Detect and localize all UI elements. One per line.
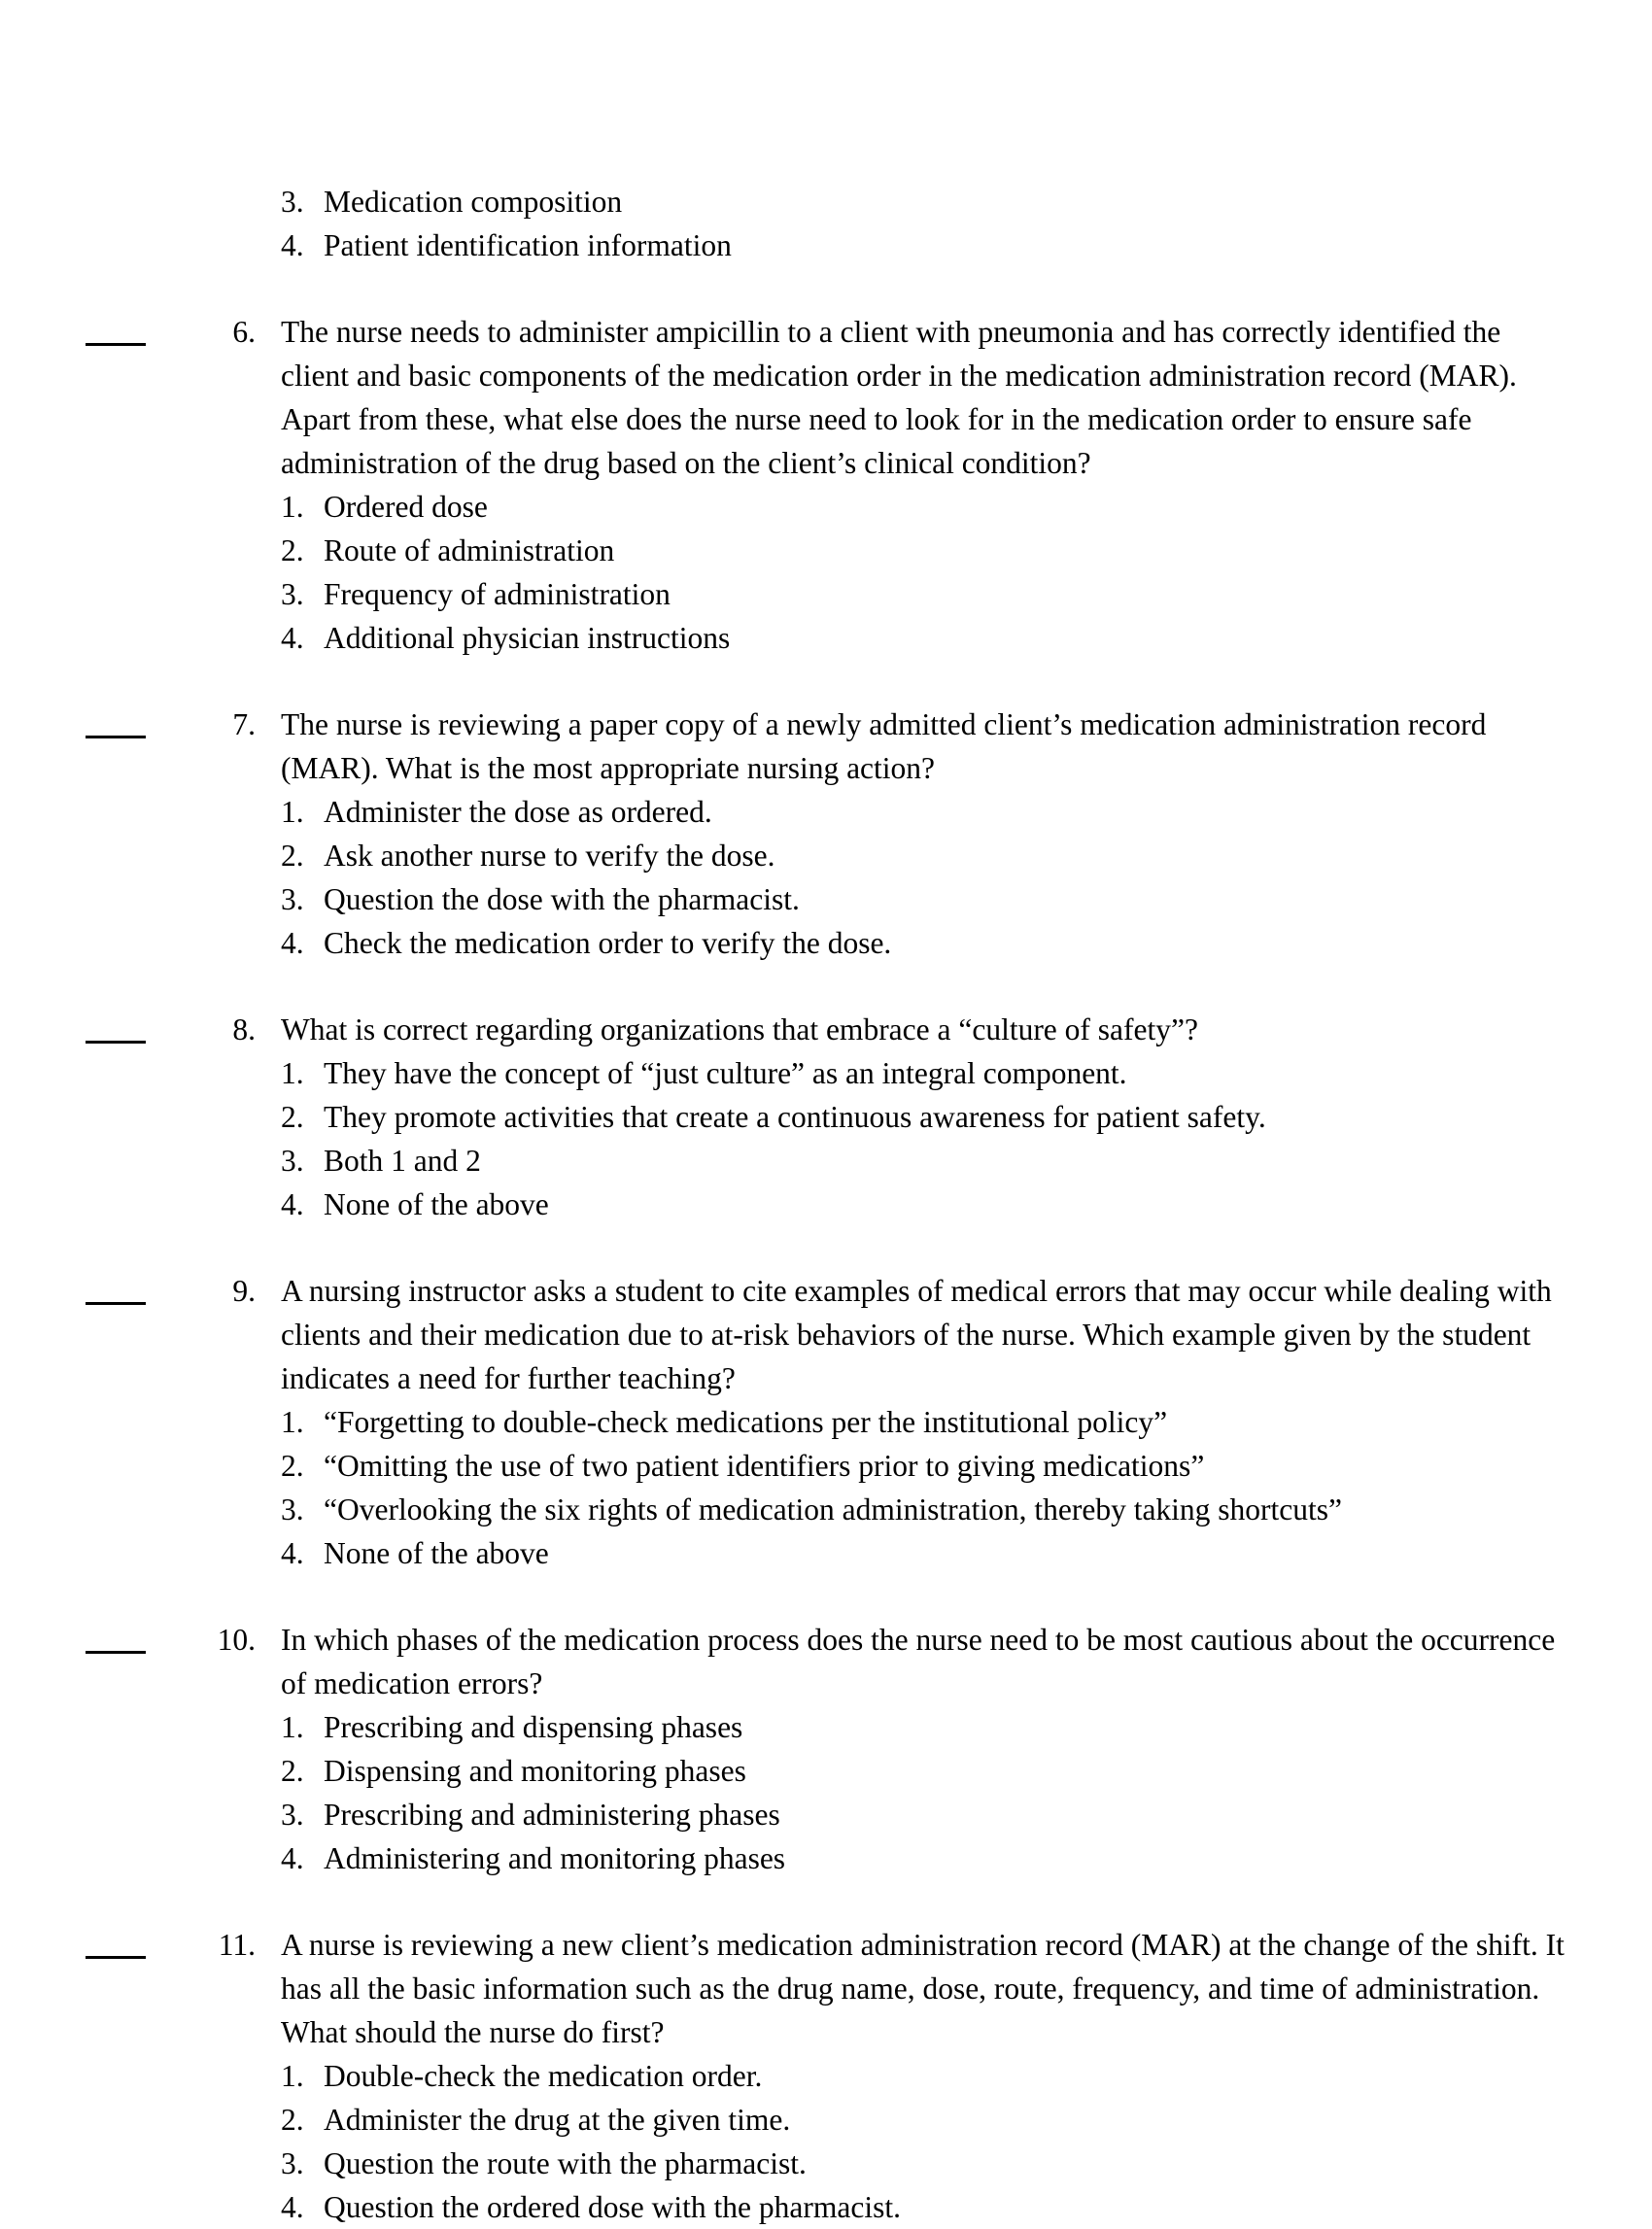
list-item[interactable] <box>281 1749 1574 1793</box>
question-text: A nursing instructor asks a student to cite examples of medical errors that may occur while dealing with clients and their medication due to at-risk behaviors of the nurse. Which example given by the student indicates a need for further teaching? <box>281 1274 1560 1395</box>
list-item[interactable] <box>281 921 1574 965</box>
option-number: 2. <box>281 1754 304 1788</box>
list-item[interactable] <box>281 529 1574 572</box>
question-number: 10. <box>217 1623 256 1657</box>
list-item[interactable] <box>281 1705 1574 1749</box>
option-text: Question the ordered dose with the pharmacist. <box>324 2190 901 2224</box>
option-text: Additional physician instructions <box>324 621 731 655</box>
list-item[interactable] <box>281 1836 1574 1880</box>
list-item[interactable] <box>281 1139 1574 1183</box>
question-number: 7. <box>232 707 256 741</box>
answer-blank-10[interactable] <box>78 1618 189 1654</box>
answer-blank-9[interactable] <box>78 1269 189 1305</box>
option-number: 3. <box>281 2146 304 2180</box>
list-item[interactable] <box>281 790 1574 834</box>
option-text: Question the dose with the pharmacist. <box>324 882 800 916</box>
answer-blank-6[interactable] <box>78 310 189 346</box>
option-number: 4. <box>281 228 304 262</box>
question-body <box>256 1618 1574 1880</box>
question-body <box>256 703 1574 965</box>
question-body <box>256 1269 1574 1575</box>
option-list <box>281 1705 1574 1880</box>
question-body <box>256 1008 1574 1226</box>
carryover-options-group <box>281 180 1574 267</box>
question-block-6 <box>78 310 1574 660</box>
answer-blank-line[interactable] <box>86 1651 146 1654</box>
option-text: Administering and monitoring phases <box>324 1841 786 1875</box>
list-item[interactable] <box>281 485 1574 529</box>
answer-blank-8[interactable] <box>78 1008 189 1044</box>
answer-blank-11[interactable] <box>78 1923 189 1959</box>
option-number: 4. <box>281 2190 304 2224</box>
question-block-8 <box>78 1008 1574 1226</box>
option-number: 3. <box>281 185 304 219</box>
option-number: 1. <box>281 1405 304 1439</box>
list-item[interactable] <box>281 1488 1574 1531</box>
list-item[interactable] <box>281 834 1574 877</box>
question-number: 8. <box>232 1012 256 1046</box>
option-list <box>281 2054 1574 2229</box>
list-item[interactable] <box>281 1444 1574 1488</box>
option-number: 3. <box>281 1492 304 1526</box>
list-item[interactable] <box>281 2098 1574 2142</box>
answer-blank-line[interactable] <box>86 343 146 346</box>
option-number: 1. <box>281 1710 304 1744</box>
option-number: 1. <box>281 2059 304 2093</box>
list-item[interactable] <box>281 1051 1574 1095</box>
option-text: Administer the drug at the given time. <box>324 2103 791 2137</box>
option-text: They promote activities that create a continuous awareness for patient safety. <box>324 1100 1266 1134</box>
question-body <box>256 1923 1574 2229</box>
option-list <box>281 1051 1574 1226</box>
list-item[interactable] <box>281 1095 1574 1139</box>
question-text: A nurse is reviewing a new client’s medication administration record (MAR) at the change of the shift. It has all the basic information such as the drug name, dose, route, frequency, and time of administration. What should the nurse do first? <box>281 1928 1572 2049</box>
answer-blank-line[interactable] <box>86 1956 146 1959</box>
answer-blank-7[interactable] <box>78 703 189 738</box>
option-text: “Forgetting to double-check medications per the institutional policy” <box>324 1405 1168 1439</box>
question-block-10 <box>78 1618 1574 1880</box>
list-item[interactable] <box>281 1183 1574 1226</box>
option-text: Question the route with the pharmacist. <box>324 2146 807 2180</box>
option-number: 1. <box>281 1056 304 1090</box>
option-text: Patient identification information <box>324 228 732 262</box>
answer-blank-line[interactable] <box>86 736 146 738</box>
carryover-option-list <box>281 180 1574 267</box>
option-text: Double-check the medication order. <box>324 2059 763 2093</box>
option-number: 2. <box>281 1100 304 1134</box>
option-number: 4. <box>281 1841 304 1875</box>
option-text: Check the medication order to verify the dose. <box>324 926 892 960</box>
option-number: 3. <box>281 882 304 916</box>
question-number: 11. <box>218 1928 256 1962</box>
option-number: 2. <box>281 839 304 873</box>
list-item[interactable] <box>281 616 1574 660</box>
option-text: Administer the dose as ordered. <box>324 795 712 829</box>
list-item[interactable] <box>281 572 1574 616</box>
option-number: 2. <box>281 2103 304 2137</box>
question-number: 6. <box>232 315 256 349</box>
option-list <box>281 485 1574 660</box>
option-text: Medication composition <box>324 185 623 219</box>
question-block-9 <box>78 1269 1574 1575</box>
list-item[interactable] <box>281 1400 1574 1444</box>
option-number: 2. <box>281 533 304 567</box>
option-text: None of the above <box>324 1536 549 1570</box>
list-item[interactable] <box>281 2142 1574 2185</box>
option-text: None of the above <box>324 1187 549 1221</box>
question-text: What is correct regarding organizations that embrace a “culture of safety”? <box>281 1012 1198 1046</box>
question-body <box>256 310 1574 660</box>
document-body <box>78 180 1574 2229</box>
option-text: “Overlooking the six rights of medication administration, thereby taking shortcuts” <box>324 1492 1343 1526</box>
option-number: 3. <box>281 577 304 611</box>
option-list <box>281 1400 1574 1575</box>
answer-blank-line[interactable] <box>86 1302 146 1305</box>
answer-blank-line[interactable] <box>86 1041 146 1044</box>
option-number: 3. <box>281 1798 304 1832</box>
option-text: Prescribing and administering phases <box>324 1798 780 1832</box>
list-item <box>281 180 1574 223</box>
list-item[interactable] <box>281 2185 1574 2229</box>
list-item <box>281 223 1574 267</box>
option-text: Prescribing and dispensing phases <box>324 1710 743 1744</box>
option-number: 4. <box>281 1536 304 1570</box>
question-text: In which phases of the medication process does the nurse need to be most cautious about the occurrence of medication errors? <box>281 1623 1564 1700</box>
question-block-7 <box>78 703 1574 965</box>
question-text: The nurse needs to administer ampicillin to a client with pneumonia and has correctly identified the client and basic components of the medication order in the medication administration record (MAR). Apart from these, what else does the nurse need to look for in the medication order to ensure safe administration of the drug based on the client’s clinical condition? <box>281 315 1524 480</box>
option-number: 1. <box>281 490 304 524</box>
option-text: Dispensing and monitoring phases <box>324 1754 746 1788</box>
question-text: The nurse is reviewing a paper copy of a newly admitted client’s medication administration record (MAR). What is the most appropriate nursing action? <box>281 707 1495 785</box>
option-text: “Omitting the use of two patient identifiers prior to giving medications” <box>324 1449 1205 1483</box>
option-text: Ask another nurse to verify the dose. <box>324 839 775 873</box>
list-item[interactable] <box>281 1531 1574 1575</box>
list-item[interactable] <box>281 877 1574 921</box>
option-list <box>281 790 1574 965</box>
option-number: 2. <box>281 1449 304 1483</box>
option-number: 4. <box>281 926 304 960</box>
question-number: 9. <box>232 1274 256 1308</box>
list-item[interactable] <box>281 2054 1574 2098</box>
question-block-11 <box>78 1923 1574 2229</box>
list-item[interactable] <box>281 1793 1574 1836</box>
option-number: 4. <box>281 621 304 655</box>
option-number: 3. <box>281 1144 304 1178</box>
option-text: Ordered dose <box>324 490 488 524</box>
option-number: 4. <box>281 1187 304 1221</box>
option-text: They have the concept of “just culture” as an integral component. <box>324 1056 1127 1090</box>
option-number: 1. <box>281 795 304 829</box>
option-text: Frequency of administration <box>324 577 671 611</box>
option-text: Route of administration <box>324 533 615 567</box>
option-text: Both 1 and 2 <box>324 1144 481 1178</box>
